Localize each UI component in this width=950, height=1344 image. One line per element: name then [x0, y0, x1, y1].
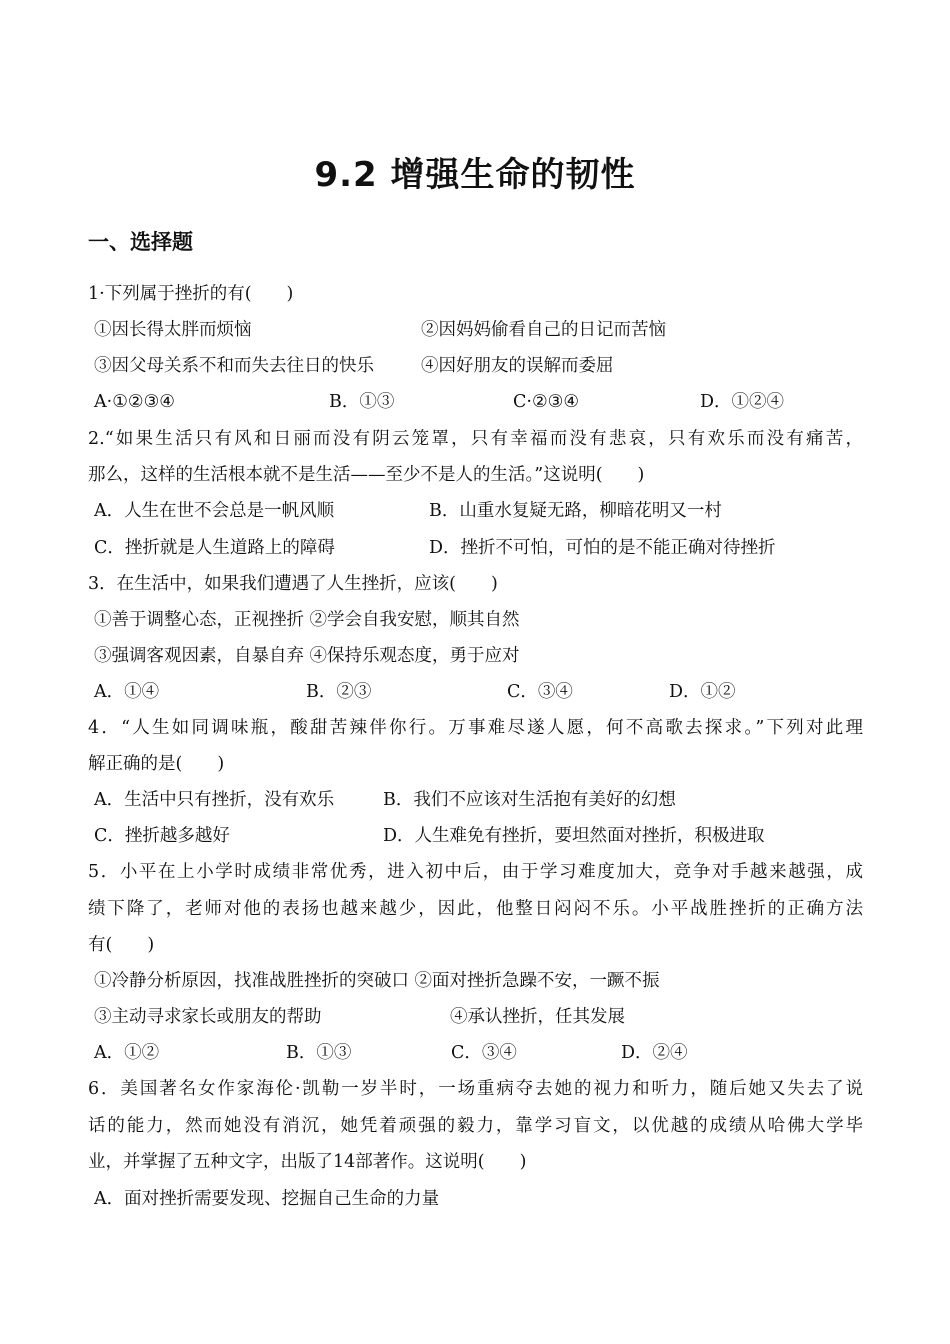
question-5-stem-line-3: 有( )	[88, 935, 155, 955]
question-1-option-b: B．①③	[329, 392, 395, 412]
question-2-option-c: C．挫折就是人生道路上的障碍	[94, 538, 335, 558]
question-6-stem-line-3: 业，并掌握了五种文字，出版了14部著作。这说明( )	[88, 1152, 527, 1172]
question-4-option-b: B．我们不应该对生活抱有美好的幻想	[383, 790, 676, 810]
question-4-stem-line-1: 4．“人生如同调味瓶，酸甜苦辣伴你行。万事难尽遂人愿，何不高歌去探求。”下列对此理	[88, 718, 863, 738]
question-1-option-d: D．①②④	[700, 392, 785, 412]
question-3-statements-1: ①善于调整心态，正视挫折 ②学会自我安慰，顺其自然	[94, 610, 520, 630]
question-5-statement-3: ③主动寻求家长或朋友的帮助	[94, 1007, 322, 1027]
question-1-statement-2: ②因妈妈偷看自己的日记而苦恼	[421, 320, 666, 340]
question-6-stem-line-1: 6．美国著名女作家海伦·凯勒一岁半时，一场重病夺去她的视力和听力，随后她又失去了说	[88, 1079, 863, 1099]
question-4-option-c: C．挫折越多越好	[94, 826, 230, 846]
question-1-option-c: C·②③④	[513, 392, 580, 412]
question-1-option-a: A·①②③④	[94, 392, 175, 412]
question-3-option-d: D．①②	[669, 682, 736, 702]
question-4-stem-line-2: 解正确的是( )	[88, 754, 225, 774]
page-title: 9.2 增强生命的韧性	[314, 155, 636, 195]
question-1-statement-1: ①因长得太胖而烦恼	[94, 320, 252, 340]
question-5-statement-4: ④承认挫折，任其发展	[450, 1007, 625, 1027]
question-4-option-a: A．生活中只有挫折，没有欢乐	[94, 790, 335, 810]
question-5-option-b: B．①③	[286, 1043, 352, 1063]
question-3-option-b: B．②③	[306, 682, 372, 702]
question-5-option-c: C．③④	[451, 1043, 517, 1063]
question-2-option-d: D．挫折不可怕，可怕的是不能正确对待挫折	[429, 538, 776, 558]
question-5-option-d: D．②④	[621, 1043, 688, 1063]
question-3-stem: 3．在生活中，如果我们遭遇了人生挫折，应该( )	[88, 574, 498, 594]
question-2-stem-line-1: 2.“如果生活只有风和日丽而没有阴云笼罩，只有幸福而没有悲哀，只有欢乐而没有痛苦，	[88, 429, 863, 449]
question-3-statements-2: ③强调客观因素，自暴自弃 ④保持乐观态度，勇于应对	[94, 646, 520, 666]
question-3-option-c: C．③④	[507, 682, 573, 702]
question-5-stem-line-1: 5．小平在上小学时成绩非常优秀，进入初中后，由于学习难度加大，竞争对手越来越强，成	[88, 862, 863, 882]
question-1-statement-3: ③因父母关系不和而失去往日的快乐	[94, 356, 374, 376]
question-3-option-a: A．①④	[94, 682, 160, 702]
section-heading: 一、选择题	[88, 230, 193, 254]
question-6-stem-line-2: 话的能力，然而她没有消沉，她凭着顽强的毅力，靠学习盲文，以优越的成绩从哈佛大学毕	[88, 1116, 863, 1136]
question-5-option-a: A．①②	[94, 1043, 160, 1063]
question-4-option-d: D．人生难免有挫折，要坦然面对挫折，积极进取	[383, 826, 765, 846]
question-2-stem-line-2: 那么，这样的生活根本就不是生活——至少不是人的生活。”这说明( )	[88, 465, 645, 485]
question-2-option-b: B．山重水复疑无路，柳暗花明又一村	[429, 501, 722, 521]
question-5-statements-1: ①冷静分析原因，找准战胜挫折的突破口 ②面对挫折急躁不安，一蹶不振	[94, 971, 660, 991]
question-2-option-a: A．人生在世不会总是一帆风顺	[94, 501, 335, 521]
question-1-statement-4: ④因好朋友的误解而委屈	[421, 356, 614, 376]
question-1-stem: 1·下列属于挫折的有( )	[88, 284, 294, 304]
question-6-option-a: A．面对挫折需要发现、挖掘自己生命的力量	[94, 1189, 440, 1209]
question-5-stem-line-2: 绩下降了，老师对他的表扬也越来越少，因此，他整日闷闷不乐。小平战胜挫折的正确方法	[88, 899, 863, 919]
